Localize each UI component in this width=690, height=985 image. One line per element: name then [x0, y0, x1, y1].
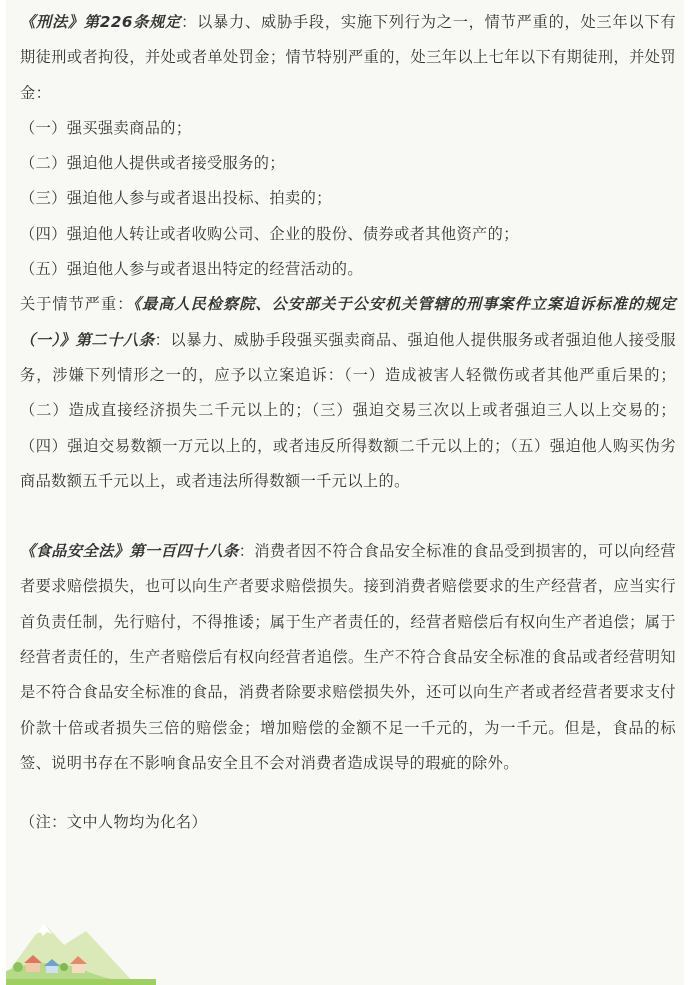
house-icon [26, 962, 40, 972]
house-icon [72, 963, 85, 973]
severity-text: ：以暴力、威胁手段强买强卖商品、强迫他人提供服务或者强迫他人接受服务，涉嫌下列情形之一的，应予以立案追诉：（一）造成被害人轻微伤或者其他严重后果的；（二）造成直接经济损失二千元以上的；（三）强迫交易三次以上或者强迫三人以上交易的；（四）强迫交易数额一万元以上的，或者违反所得数额二千元以上的；（五）强迫他人购买伪劣商品数额五千元以上，或者违法所得数额一千元以上的。 [20, 330, 677, 490]
grass-strip [6, 979, 156, 985]
paragraph-spacer [20, 781, 676, 799]
food-safety-paragraph [20, 534, 676, 781]
food-safety-source: 《食品安全法》第一百四十八条 [20, 542, 239, 561]
criminal-law-item: （三）强迫他人参与或者退出投标、拍卖的； [20, 189, 332, 208]
article-body [20, 5, 676, 841]
tree-icon [60, 963, 68, 971]
criminal-law-paragraph [20, 5, 676, 111]
severity-paragraph [20, 287, 676, 499]
severity-source: 《最高人民检察院、公安部关于公安机关管辖的刑事案件立案追诉标准的规定（一）》第二十八条 [20, 295, 676, 349]
name-disclaimer-note: （注：文中人物均为化名） [20, 813, 208, 832]
article-card [6, 0, 684, 985]
criminal-law-item: （四）强迫他人转让或者收购公司、企业的股份、债券或者其他资产的； [20, 224, 519, 243]
criminal-law-item: （二）强迫他人提供或者接受服务的； [20, 154, 285, 173]
house-icon [46, 965, 58, 973]
criminal-law-item: （五）强迫他人参与或者退出特定的经营活动的。 [20, 260, 363, 279]
criminal-law-title: 《刑法》第226条规定 [20, 13, 182, 31]
criminal-law-intro: ：以暴力、威胁手段，实施下列行为之一，情节严重的，处三年以下有期徒刑或者拘役，并处或者单处罚金；情节特别严重的，处三年以上七年以下有期徒刑，并处罚金： [20, 13, 676, 102]
paragraph-spacer [20, 499, 676, 534]
criminal-law-item: （一）强买强卖商品的； [20, 118, 192, 137]
severity-prefix: 关于情节严重： [20, 295, 134, 314]
hill-village-illustration [6, 905, 156, 985]
tree-icon [13, 962, 23, 972]
food-safety-text: ：消费者因不符合食品安全标准的食品受到损害的，可以向经营者要求赔偿损失，也可以向生产者要求赔偿损失。接到消费者赔偿要求的生产经营者，应当实行首负责任制，先行赔付，不得推诿；属于生产者责任的，经营者赔偿后有权向生产者追偿；属于经营者责任的，生产者赔偿后有权向经营者追偿。生产不符合食品安全标准的食品或者经营明知是不符合食品安全标准的食品，消费者除要求赔偿损失外，还可以向生产者或者经营者要求支付价款十倍或者损失三倍的赔偿金；增加赔偿的金额不足一千元的，为一千元。但是，食品的标签、说明书存在不影响食品安全且不会对消费者造成误导的瑕疵的除外。 [20, 542, 677, 772]
